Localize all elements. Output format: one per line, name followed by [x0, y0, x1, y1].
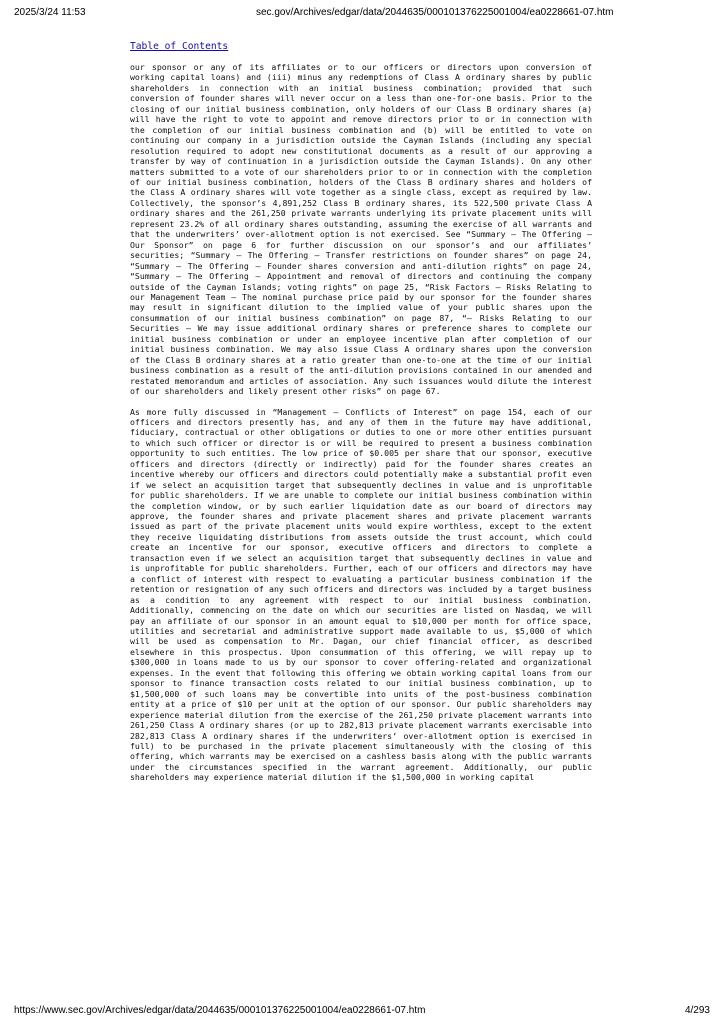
table-of-contents-link[interactable]: Table of Contents [130, 41, 229, 52]
print-footer [14, 1005, 710, 1019]
print-header [14, 7, 710, 21]
paragraph-conflicts-of-interest: As more fully discussed in “Management — Conflicts of Interest” on page 154, each of our officers and directors presently has, and any of them in the future may have additional, fiduciary, contractual or other obligations or duties to one or more other entities pursuant to which such officer or director is or will be required to present a business combination opportunity to such entities. The low price of $0.005 per share that our sponsor, executive officers and directors (directly or indirectly) paid for the founder shares creates an incentive whereby our officers and directors could potentially make a substantial profit even if we select an acquisition target that subsequently declines in value and is unprofitable for public shareholders. If we are unable to complete our initial business combination within the completion window, or by such earlier liquidation date as our board of directors may approve, the founder shares and private placement shares and private placement warrants issued as part of the private placement units would expire worthless, except to the extent they receive liquidating distributions from assets outside the trust account, which could create an incentive for our sponsor, executive officers and directors to complete a transaction even if we select an acquisition target that subsequently declines in value and is unprofitable for public shareholders. Further, each of our officers and directors may have a conflict of interest with respect to evaluating a particular business combination if the retention or resignation of any such officers and directors was included by a target business as a condition to any agreement with respect to our initial business combination. Additionally, commencing on the date on which our securities are listed on Nasdaq, we will pay an affiliate of our sponsor in an amount equal to $10,000 per month for office space, utilities and secretarial and administrative support made available to us, $5,000 of which will be used as compensation to Mr. Dagan, our chief financial officer, as described elsewhere in this prospectus. Upon consummation of this offering, we will repay up to $300,000 in loans made to us by our sponsor to cover offering-related and organizational expenses. In the event that following this offering we obtain working capital loans from our sponsor to finance transaction costs related to our initial business combination, up to $1,500,000 of such loans may be convertible into units of the post-business combination entity at a price of $10 per unit at the option of our sponsor. Our public shareholders may experience material dilution from the exercise of the 261,250 private placement warrants into 261,250 Class A ordinary shares (or up to 282,813 private placement warrants exercisable into 282,813 Class A ordinary shares if the underwriters’ over-allotment option is exercised in full) to be purchased in the private placement simultaneously with the closing of this offering, which warrants may be exercised on a cashless basis along with the public warrants under the circumstances specified in the warrant agreement. Additionally, our public shareholders may experience material dilution if the $1,500,000 in working capital [130, 406, 592, 783]
document-body [130, 62, 592, 793]
paragraph-sponsor-shares: our sponsor or any of its affiliates or to our officers or directors upon conversion of working capital loans) and (iii) minus any redemptions of Class A ordinary shares by public shareholders in connection with an initial business combination; provided that such conversion of founder shares will never occur on a less than one-for-one basis. Prior to the closing of our initial business combination, only holders of our Class B ordinary shares (a) will have the right to vote to appoint and remove directors prior to or in connection with the completion of our initial business combination and (b) will be entitled to vote on continuing our company in a jurisdiction outside the Cayman Islands (including any special resolution required to adopt new constitutional documents as a result of our approving a transfer by way of continuation in a jurisdiction outside the Cayman Islands). On any other matters submitted to a vote of our shareholders prior to or in connection with the completion of our initial business combination, holders of the Class B ordinary shares and holders of the Class A ordinary shares will vote together as a single class, except as required by law. Collectively, the sponsor’s 4,891,252 Class B ordinary shares, its 522,500 private Class A ordinary shares and the 261,250 private warrants underlying its private placement units will represent 23.2% of all ordinary shares outstanding, assuming the exercise of all warrants and that the underwriters’ over-allotment option is not exercised. See “Summary — The Offering — Our Sponsor” on page 6 for further discussion on our sponsor’s and our affiliates’ securities; “Summary — The Offering — Transfer restrictions on founder shares” on page 24, “Summary — The Offering — Founder shares conversion and anti-dilution rights” on page 24, “Summary — The Offering — Appointment and removal of directors and continuing the company outside of the Cayman Islands; voting rights” on page 25, “Risk Factors — Risks Relating to our Management Team — The nominal purchase price paid by our sponsor for the founder shares may result in significant dilution to the implied value of your public shares upon the consummation of our initial business combination” on page 87, “— Risks Relating to our Securities — We may issue additional ordinary shares or preference shares to complete our initial business combination or under an employee incentive plan after completion of our initial business combination. We may also issue Class A ordinary shares upon the conversion of the Class B ordinary shares at a ratio greater than one-to-one at the time of our initial business combination as a result of the anti-dilution provisions contained in our amended and restated memorandum and articles of association. Any such issuances would dilute the interest of our shareholders and likely present other risks” on page 67. [130, 62, 592, 397]
print-footer-url: https://www.sec.gov/Archives/edgar/data/2044635/000101376225001004/ea0228661-07.htm [14, 1005, 426, 1016]
page-number: 4/293 [684, 1005, 710, 1016]
print-header-url: sec.gov/Archives/edgar/data/2044635/000101376225001004/ea0228661-07.htm [256, 7, 614, 18]
print-datetime: 2025/3/24 11:53 [14, 7, 86, 18]
